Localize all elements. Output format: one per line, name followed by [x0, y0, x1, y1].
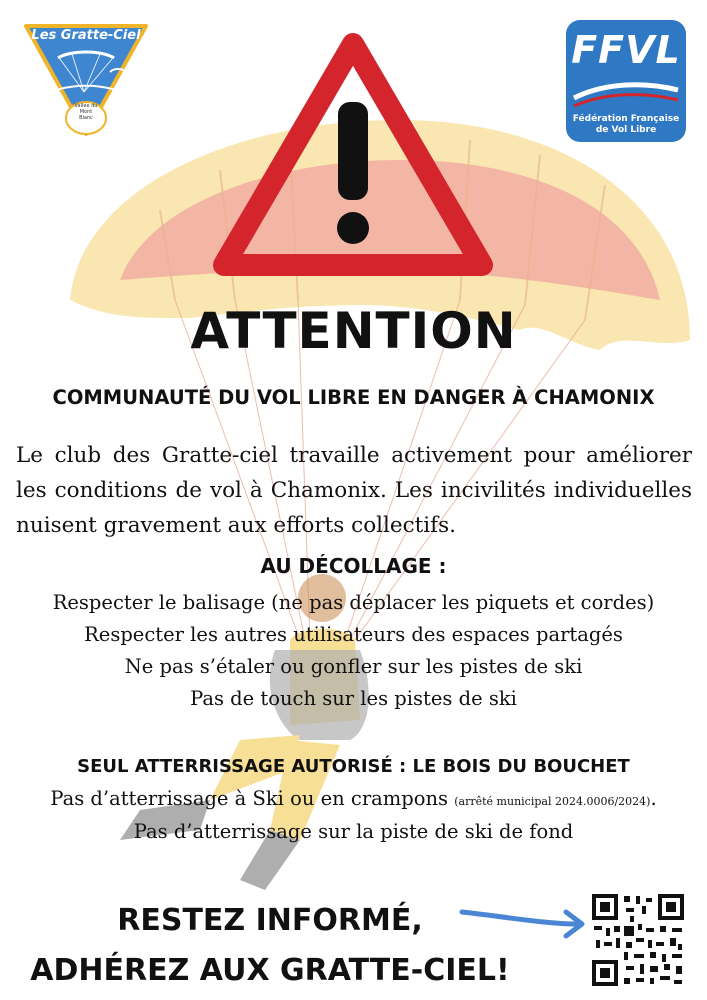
page-subtitle: COMMUNAUTÉ DU VOL LIBRE EN DANGER À CHAMONIX [52, 386, 655, 409]
logo-title: Les Gratte-Ciel [31, 28, 141, 43]
municipal-order-note: (arrêté municipal 2024.0006/2024) [454, 795, 651, 808]
landing-heading: SEUL ATTERRISSAGE AUTORISÉ : LE BOIS DU BOUCHET [77, 756, 630, 777]
takeoff-rule: Pas de touch sur les pistes de ski [190, 687, 517, 710]
footer-line-1: RESTEZ INFORMÉ, [117, 903, 423, 938]
ffvl-caption-line: Fédération Française [572, 114, 680, 124]
logo-badge-line: Blanc [79, 115, 93, 121]
landing-rule: Pas d’atterrissage sur la piste de ski de fond [133, 820, 574, 843]
landing-rule-end: . [650, 787, 657, 810]
logo-badge-line: Vallée du [74, 103, 98, 109]
takeoff-rule: Ne pas s’étaler ou gonfler sur les pistes de ski [124, 655, 583, 678]
footer-line-2: ADHÉREZ AUX GRATTE-CIEL! [30, 953, 510, 988]
ffvl-letters: FFVL [571, 28, 681, 72]
takeoff-rule: Respecter les autres utilisateurs des espaces partagés [84, 623, 623, 646]
intro-paragraph: Le club des Gratte-ciel travaille activement pour améliorer les conditions de vol à Chamonix. Les incivilités individuelles nuisent gravement aux efforts collectifs. [16, 443, 692, 538]
logo-badge-line: Mont [79, 109, 93, 115]
takeoff-rule: Respecter le balisage (ne pas déplacer les piquets et cordes) [52, 591, 655, 614]
ffvl-caption-line: de Vol Libre [595, 125, 657, 135]
qr-code[interactable] [590, 892, 686, 988]
takeoff-heading: AU DÉCOLLAGE : [260, 554, 447, 578]
page-title: ATTENTION [190, 302, 517, 360]
landing-rule-text: Pas d’atterrissage à Ski ou en crampons [50, 787, 449, 810]
